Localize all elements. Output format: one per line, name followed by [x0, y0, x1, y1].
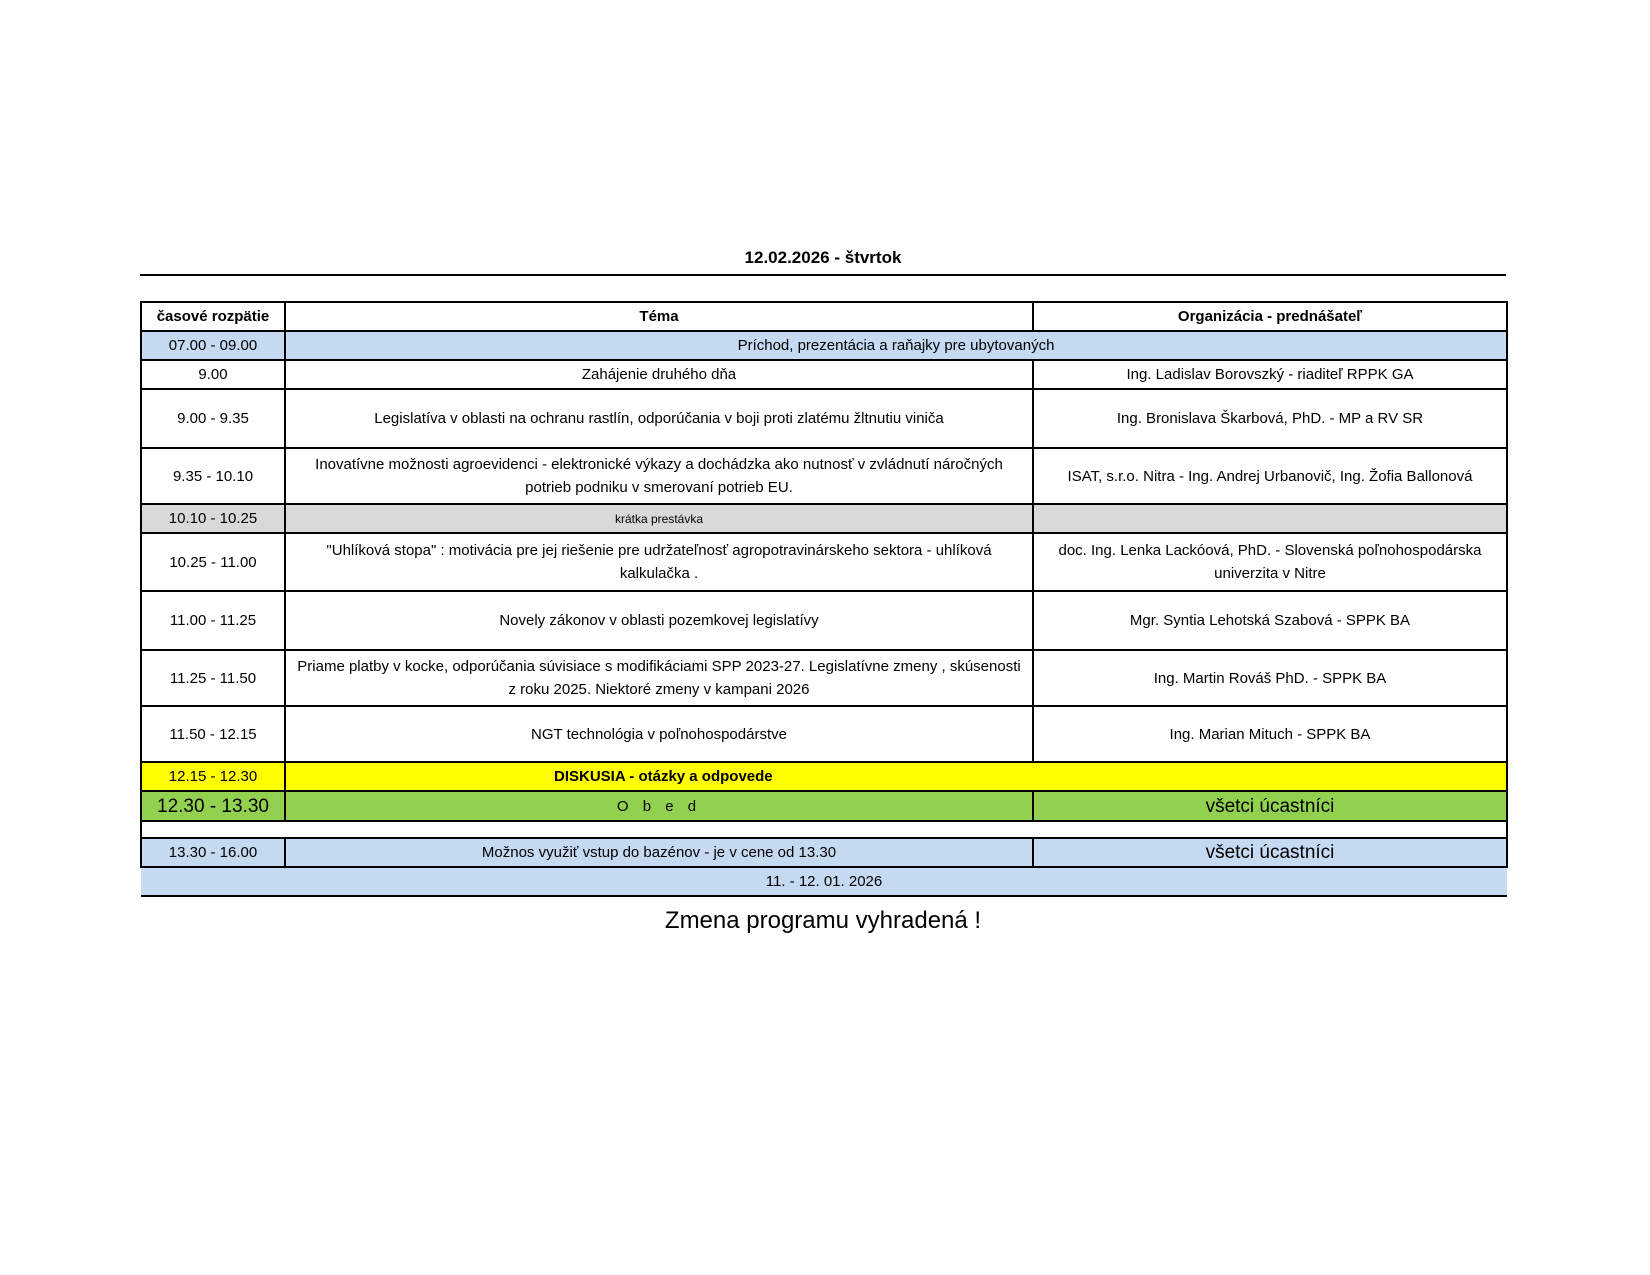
table-row [141, 591, 1507, 650]
row-organization: všetci úcastníci [1033, 791, 1507, 821]
header-organization: Organizácia - prednášateľ [1033, 302, 1507, 331]
row-time: 9.35 - 10.10 [141, 448, 285, 504]
header-topic: Téma [285, 302, 1033, 331]
row-time: 07.00 - 09.00 [141, 331, 285, 360]
row-topic: Zahájenie druhého dňa [285, 360, 1033, 389]
row-topic: Inovatívne možnosti agroevidenci - elektronické výkazy a dochádzka ako nutnosť v zvládnutí náročných potrieb podniku v smerovaní potrieb EU. [285, 448, 1033, 504]
row-time: 10.25 - 11.00 [141, 533, 285, 591]
row-time: 9.00 [141, 360, 285, 389]
row-organization: doc. Ing. Lenka Lackóová, PhD. - Slovenská poľnohospodárska univerzita v Nitre [1033, 533, 1507, 591]
table-row [141, 389, 1507, 448]
row-topic: Legislatíva v oblasti na ochranu rastlín, odporúčania v boji proti zlatému žltnutiu viniča [285, 389, 1033, 448]
row-organization: Ing. Bronislava Škarbová, PhD. - MP a RV SR [1033, 389, 1507, 448]
row-topic: krátka prestávka [285, 504, 1033, 533]
row-time: 13.30 - 16.00 [141, 838, 285, 867]
row-topic: "Uhlíková stopa" : motivácia pre jej riešenie pre udržateľnosť agropotravinárskeho sektora - uhlíková kalkulačka . [285, 533, 1033, 591]
table-row [141, 838, 1507, 867]
row-time: 12.15 - 12.30 [141, 762, 285, 791]
spacer-cell [141, 821, 1507, 838]
table-row [141, 706, 1507, 762]
row-topic: Novely zákonov v oblasti pozemkovej legislatívy [285, 591, 1033, 650]
row-time: 10.10 - 10.25 [141, 504, 285, 533]
row-topic: NGT technológia v poľnohospodárstve [285, 706, 1033, 762]
table-row [141, 650, 1507, 706]
page-title: 12.02.2026 - štvrtok [744, 248, 902, 267]
row-organization [1033, 504, 1507, 533]
title-divider [140, 274, 1506, 276]
spacer-row [141, 821, 1507, 838]
table-row [141, 360, 1507, 389]
row-time: 11.25 - 11.50 [141, 650, 285, 706]
row-time: 11.50 - 12.15 [141, 706, 285, 762]
schedule-table [140, 301, 1508, 897]
row-organization: ISAT, s.r.o. Nitra - Ing. Andrej Urbanovič, Ing. Žofia Ballonová [1033, 448, 1507, 504]
row-organization: Ing. Marian Mituch - SPPK BA [1033, 706, 1507, 762]
table-row [141, 504, 1507, 533]
table-row [141, 533, 1507, 591]
row-topic: Možnos využiť vstup do bazénov - je v cene od 13.30 [285, 838, 1033, 867]
row-time: 9.00 - 9.35 [141, 389, 285, 448]
table-row-lunch [141, 791, 1507, 821]
footer-date: 11. - 12. 01. 2026 [141, 867, 1507, 896]
row-organization: všetci úcastníci [1033, 838, 1507, 867]
row-organization: Ing. Martin Rováš PhD. - SPPK BA [1033, 650, 1507, 706]
table-row-discussion [141, 762, 1507, 791]
row-organization: Mgr. Syntia Lehotská Szabová - SPPK BA [1033, 591, 1507, 650]
row-topic: DISKUSIA - otázky a odpovede [285, 762, 1507, 791]
table-header-row [141, 302, 1507, 331]
row-topic: Príchod, prezentácia a raňajky pre ubytovaných [285, 331, 1507, 360]
table-row [141, 331, 1507, 360]
row-time: 12.30 - 13.30 [141, 791, 285, 821]
row-time: 11.00 - 11.25 [141, 591, 285, 650]
row-organization: Ing. Ladislav Borovszký - riaditeľ RPPK GA [1033, 360, 1507, 389]
row-topic: O b e d [285, 791, 1033, 821]
program-change-note: Zmena programu vyhradená ! [664, 907, 982, 934]
row-topic: Priame platby v kocke, odporúčania súvisiace s modifikáciami SPP 2023-27. Legislatívne zmeny , skúsenosti z roku 2025. Niektoré zmeny v kampani 2026 [285, 650, 1033, 706]
table-row [141, 448, 1507, 504]
footer-date-row [141, 867, 1507, 896]
header-time: časové rozpätie [141, 302, 285, 331]
